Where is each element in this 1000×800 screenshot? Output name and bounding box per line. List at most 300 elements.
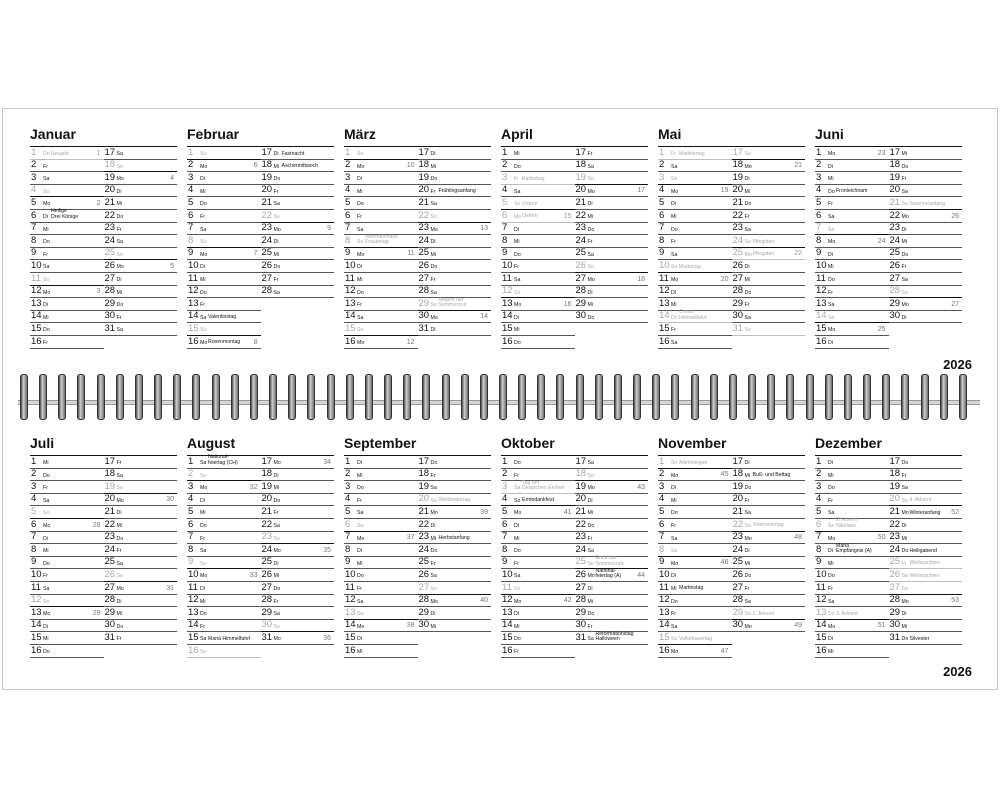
day-cell	[30, 645, 104, 658]
week-number: 14	[480, 313, 488, 321]
day-cell	[501, 286, 575, 299]
day-cell	[344, 172, 418, 185]
weekday-label: Sa	[901, 188, 909, 195]
weekday-label: So	[430, 302, 438, 309]
binding-ring	[537, 374, 545, 420]
holiday-note: Aschermittwoch	[281, 163, 319, 170]
holiday-note: Erntedankfest	[522, 497, 555, 504]
month-block	[501, 125, 658, 349]
weekday-label: Fr	[744, 497, 750, 504]
day-cell	[261, 582, 335, 595]
weekday-label: Mo	[357, 535, 365, 542]
day-cell	[658, 632, 732, 645]
day-number: 23	[104, 222, 116, 234]
day-number: 29	[418, 606, 430, 618]
weekday-label: Mi	[200, 510, 206, 517]
day-grid	[658, 147, 805, 349]
day-cell	[575, 469, 649, 482]
day-number: 18	[889, 468, 901, 480]
holiday-note: Beginn der Sommerzeit	[438, 296, 467, 309]
weekday-label: So	[744, 239, 752, 246]
weekday-label: Sa	[587, 163, 595, 170]
day-cell	[104, 557, 178, 570]
day-number: 5	[816, 196, 822, 208]
weekday-label: Fr	[200, 535, 206, 542]
weekday-label: Do	[43, 649, 50, 655]
day-cell	[344, 481, 418, 494]
week-number: 33	[249, 571, 258, 579]
day-column	[732, 147, 806, 349]
weekday-label: So	[200, 472, 207, 479]
weekday-label: Do	[430, 176, 438, 183]
weekday-label: Di	[116, 598, 122, 605]
day-number: 2	[345, 468, 351, 480]
day-number: 24	[261, 234, 273, 246]
day-number: 19	[732, 171, 744, 183]
day-number: 6	[816, 209, 822, 221]
weekday-label: Fr	[273, 188, 279, 195]
binding-ring	[556, 374, 564, 420]
month-inner	[815, 125, 962, 349]
weekday-label: Sa	[357, 314, 364, 321]
weekday-label: Sa	[514, 277, 521, 284]
day-cell	[501, 544, 575, 557]
weekday-label: Di	[514, 523, 520, 530]
day-number: 13	[659, 606, 670, 618]
day-cell	[30, 481, 104, 494]
day-number: 15	[31, 322, 42, 334]
weekday-label: Di	[671, 485, 677, 492]
weekday-label: Sa	[116, 327, 124, 334]
day-cell	[732, 273, 806, 286]
day-number: 14	[502, 619, 513, 631]
day-number: 8	[188, 543, 194, 555]
weekday-label: So	[901, 201, 909, 208]
day-cell	[889, 632, 963, 645]
day-number: 3	[659, 480, 665, 492]
day-number: 16	[659, 644, 670, 656]
day-number: 27	[732, 272, 744, 284]
day-number: 22	[418, 518, 430, 530]
day-cell	[418, 532, 492, 545]
day-cell	[501, 185, 575, 198]
day-cell	[501, 456, 575, 469]
day-number: 26	[575, 568, 587, 580]
day-cell	[187, 632, 261, 645]
weekday-label: Di	[744, 176, 750, 183]
day-cell	[418, 323, 492, 336]
weekday-label: So	[587, 176, 595, 183]
weekday-label: Do	[116, 302, 124, 309]
weekday-label: Sa	[514, 188, 521, 195]
weekday-label: So	[43, 277, 50, 284]
day-number: 1	[659, 146, 665, 158]
weekday-label: Do	[514, 636, 521, 643]
day-number: 27	[889, 272, 901, 284]
day-cell	[261, 620, 335, 633]
weekday-label: Mi	[671, 497, 677, 504]
weekday-label: Mo	[587, 277, 595, 284]
day-cell	[187, 456, 261, 469]
weekday-label: Sa	[514, 485, 521, 492]
binding-ring	[729, 374, 737, 420]
holiday-note: Silvester	[909, 635, 930, 642]
day-cell	[104, 298, 178, 311]
day-number: 27	[732, 581, 744, 593]
day-cell	[418, 260, 492, 273]
empty-day-cell	[732, 336, 806, 349]
day-cell	[30, 336, 104, 349]
day-cell	[187, 147, 261, 160]
holiday-note: Karfreitag	[522, 175, 545, 182]
binding-ring	[786, 374, 794, 420]
day-cell	[501, 620, 575, 633]
weekday-label: Do	[901, 548, 909, 555]
weekday-label: Sa	[587, 636, 595, 643]
weekday-label: Fr	[744, 214, 750, 221]
weekday-label: Mo	[116, 497, 124, 504]
day-number: 12	[31, 285, 42, 297]
day-number: 9	[345, 556, 351, 568]
weekday-label: Sa	[43, 264, 50, 271]
binding-ring	[135, 374, 143, 420]
weekday-label: Fr	[828, 497, 834, 504]
weekday-label: Di	[116, 510, 122, 517]
binding-ring	[173, 374, 181, 420]
day-cell	[732, 620, 806, 633]
month-name: November	[658, 435, 727, 451]
day-number: 23	[889, 531, 901, 543]
day-number: 2	[345, 159, 351, 171]
week-number: 12	[406, 338, 415, 346]
binding-ring	[327, 374, 335, 420]
weekday-label: Mi	[430, 163, 437, 170]
day-number: 11	[31, 581, 41, 593]
day-number: 12	[659, 594, 670, 606]
day-cell	[658, 582, 732, 595]
day-number: 22	[575, 518, 587, 530]
week-number: 48	[794, 534, 802, 542]
day-cell	[732, 519, 806, 532]
day-cell	[732, 456, 806, 469]
day-cell	[732, 147, 806, 160]
month-name: Juli	[30, 435, 55, 451]
day-cell	[261, 147, 335, 160]
day-cell	[344, 632, 418, 645]
week-number: 39	[480, 508, 488, 516]
day-column	[344, 456, 418, 658]
day-cell	[187, 494, 261, 507]
day-number: 20	[104, 184, 116, 196]
binding-ring	[250, 374, 258, 420]
day-number: 25	[889, 247, 901, 259]
weekday-label: Di	[357, 636, 363, 643]
month-row	[30, 434, 972, 658]
day-cell	[889, 286, 963, 299]
day-number: 21	[732, 505, 744, 517]
day-number: 22	[104, 518, 116, 530]
day-cell	[344, 456, 418, 469]
day-cell	[501, 336, 575, 349]
weekday-label: Sa	[116, 239, 124, 246]
day-number: 7	[188, 531, 194, 543]
day-number: 18	[418, 468, 430, 480]
day-cell	[815, 223, 889, 236]
day-number: 5	[345, 196, 351, 208]
day-number: 6	[816, 518, 822, 530]
day-cell	[889, 147, 963, 160]
day-cell	[575, 147, 649, 160]
weekday-label: Mi	[671, 586, 677, 593]
day-number: 6	[659, 518, 665, 530]
calendar-half-jul-dec	[30, 434, 972, 679]
day-column	[30, 147, 104, 349]
day-cell	[501, 273, 575, 286]
weekday-label: Di	[744, 264, 750, 271]
weekday-label: So	[116, 573, 124, 580]
day-cell	[501, 311, 575, 324]
day-number: 22	[889, 518, 901, 530]
day-number: 9	[31, 556, 37, 568]
day-cell	[30, 260, 104, 273]
day-number: 31	[732, 322, 744, 334]
day-cell	[575, 607, 649, 620]
weekday-label: Do	[200, 289, 207, 296]
empty-day-cell	[418, 336, 492, 349]
weekday-label: Di	[273, 472, 279, 479]
weekday-label: Mi	[901, 151, 908, 158]
day-cell	[30, 569, 104, 582]
day-number: 25	[261, 556, 273, 568]
day-cell	[732, 582, 806, 595]
weekday-label: Do	[901, 636, 909, 643]
weekday-label: Mi	[116, 523, 123, 530]
day-cell	[344, 544, 418, 557]
weekday-label: So	[200, 239, 207, 246]
weekday-label: Mi	[828, 649, 834, 655]
day-number: 25	[732, 247, 744, 259]
day-number: 24	[104, 234, 116, 246]
day-number: 22	[261, 518, 273, 530]
day-cell	[575, 595, 649, 608]
day-number: 25	[104, 247, 116, 259]
day-cell	[261, 223, 335, 236]
day-number: 4	[502, 493, 508, 505]
weekday-label: Sa	[43, 176, 50, 183]
day-number: 17	[104, 455, 116, 467]
empty-day-cell	[889, 645, 963, 658]
day-cell	[889, 544, 963, 557]
day-cell	[104, 223, 178, 236]
weekday-label: So	[514, 586, 521, 593]
weekday-label: Mi	[828, 264, 834, 271]
weekday-label: Mo	[744, 251, 752, 258]
weekday-label: Do	[514, 251, 521, 258]
day-cell	[815, 210, 889, 223]
weekday-label: Di	[514, 611, 520, 618]
day-cell	[732, 506, 806, 519]
day-number: 17	[889, 455, 901, 467]
day-number: 2	[502, 159, 508, 171]
weekday-label: Mi	[116, 289, 123, 296]
day-number: 15	[188, 631, 199, 643]
day-number: 15	[816, 322, 827, 334]
day-number: 10	[502, 568, 513, 580]
weekday-label: Mi	[587, 598, 594, 605]
day-number: 12	[659, 285, 670, 297]
day-cell	[658, 160, 732, 173]
day-number: 10	[659, 568, 670, 580]
weekday-label: Di	[587, 289, 593, 296]
day-cell	[261, 286, 335, 299]
weekday-label: So	[357, 151, 364, 158]
weekday-label: Mi	[744, 472, 751, 479]
day-number: 7	[188, 222, 194, 234]
day-cell	[815, 311, 889, 324]
day-cell	[104, 160, 178, 173]
month-inner	[815, 434, 962, 658]
day-number: 7	[659, 531, 665, 543]
day-number: 2	[188, 468, 194, 480]
weekday-label: So	[901, 289, 909, 296]
weekday-label: Do	[744, 201, 752, 208]
binding-ring	[691, 374, 699, 420]
day-number: 23	[889, 222, 901, 234]
day-number: 1	[188, 146, 194, 158]
weekday-label: Di	[273, 560, 279, 567]
weekday-label: Mo	[116, 586, 124, 593]
weekday-label: Di	[671, 289, 677, 296]
weekday-label: Mi	[514, 151, 520, 158]
day-number: 1	[31, 146, 37, 158]
weekday-label: Do	[43, 327, 50, 334]
day-number: 20	[889, 493, 901, 505]
weekday-label: Mi	[514, 535, 520, 542]
weekday-label: Mo	[273, 460, 281, 467]
weekday-label: Sa	[116, 151, 124, 158]
weekday-label: Mi	[273, 573, 280, 580]
week-number: 11	[407, 250, 415, 258]
weekday-label: Mo	[514, 214, 522, 221]
day-number: 7	[816, 531, 822, 543]
day-grid	[501, 456, 648, 658]
weekday-label: Fr	[828, 586, 834, 593]
weekday-label: Sa	[671, 163, 678, 170]
day-cell	[658, 172, 732, 185]
weekday-label: Mo	[43, 611, 51, 618]
day-cell	[187, 185, 261, 198]
day-number: 24	[889, 543, 901, 555]
day-number: 26	[418, 259, 430, 271]
weekday-label: Mi	[357, 649, 363, 655]
day-cell	[815, 595, 889, 608]
weekday-label: Mo	[828, 239, 836, 246]
day-number: 12	[816, 285, 827, 297]
weekday-label: So	[901, 586, 909, 593]
day-number: 8	[188, 234, 194, 246]
day-cell	[187, 172, 261, 185]
weekday-label: Sa	[828, 214, 835, 221]
day-cell	[501, 557, 575, 570]
weekday-label: So	[43, 188, 50, 195]
day-cell	[732, 223, 806, 236]
weekday-label: Sa	[744, 314, 752, 321]
day-number: 13	[345, 606, 356, 618]
day-cell	[187, 557, 261, 570]
day-cell	[501, 494, 575, 507]
day-cell	[575, 582, 649, 595]
day-cell	[815, 569, 889, 582]
day-cell	[418, 557, 492, 570]
binding-ring	[77, 374, 85, 420]
week-number: 30	[166, 496, 174, 504]
day-number: 20	[418, 493, 430, 505]
week-number: 44	[637, 571, 645, 579]
day-cell	[261, 569, 335, 582]
holiday-note: Buß- und Bettag	[752, 472, 791, 479]
weekday-label: Mo	[744, 623, 752, 630]
day-number: 2	[659, 468, 665, 480]
day-number: 6	[502, 518, 508, 530]
day-cell	[732, 197, 806, 210]
weekday-label: Do	[357, 573, 364, 580]
holiday-note: Martinstag	[679, 585, 704, 592]
day-number: 25	[104, 556, 116, 568]
day-cell	[889, 481, 963, 494]
day-cell	[501, 506, 575, 519]
day-number: 3	[816, 171, 822, 183]
day-number: 28	[575, 285, 587, 297]
day-cell	[732, 569, 806, 582]
holiday-note: Ostern	[522, 213, 538, 220]
week-number: 51	[877, 622, 886, 630]
day-cell	[261, 544, 335, 557]
day-cell	[187, 323, 261, 336]
weekday-label: Mo	[430, 598, 438, 605]
day-column	[187, 147, 261, 349]
day-number: 18	[732, 468, 744, 480]
day-cell	[658, 336, 732, 349]
day-cell	[815, 544, 889, 557]
weekday-label: Di	[43, 535, 49, 542]
weekday-label: Mo	[671, 649, 679, 655]
day-cell	[187, 298, 261, 311]
weekday-label: So	[357, 611, 364, 618]
binding-ring	[39, 374, 47, 420]
empty-day-cell	[104, 336, 178, 349]
weekday-label: Mo	[273, 226, 281, 233]
day-number: 21	[418, 505, 430, 517]
day-cell	[889, 569, 963, 582]
month-block	[30, 125, 187, 349]
day-grid	[30, 456, 177, 658]
week-number: 34	[323, 458, 331, 466]
day-number: 27	[575, 272, 587, 284]
day-cell	[658, 620, 732, 633]
weekday-label: Fr	[514, 560, 520, 567]
weekday-label: Mo	[671, 277, 679, 284]
weekday-label: Sa	[357, 598, 364, 605]
day-number: 26	[732, 259, 744, 271]
day-number: 23	[575, 222, 587, 234]
day-cell	[815, 481, 889, 494]
weekday-label: Mi	[671, 302, 677, 309]
day-number: 10	[659, 259, 670, 271]
day-cell	[30, 286, 104, 299]
day-number: 31	[575, 631, 587, 643]
holiday-note: Mariä Himmelfahrt	[208, 635, 251, 642]
day-cell	[658, 645, 732, 658]
